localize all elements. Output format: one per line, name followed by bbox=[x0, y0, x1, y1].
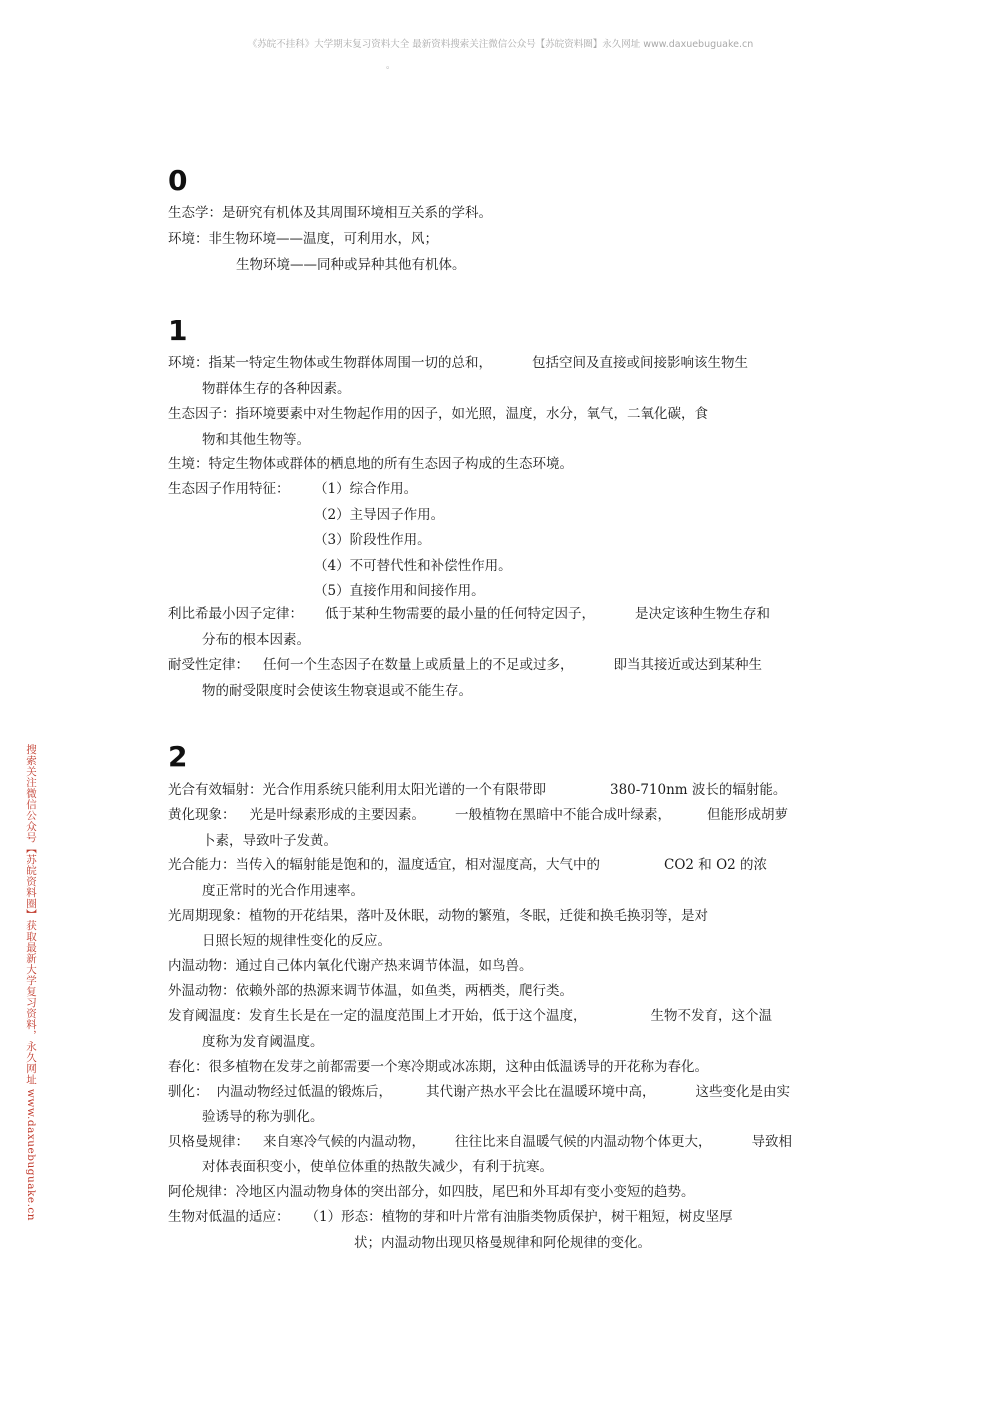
threshold-b: 生物不发育，这个温 bbox=[650, 1008, 772, 1024]
sec1-line-1b: 包括空间及直接或间接影响该生物生 bbox=[532, 355, 748, 371]
sec2-line-1 bbox=[168, 781, 786, 799]
sec1-line-9 bbox=[168, 656, 762, 674]
sec1-line-8: 分布的根本因素。 bbox=[202, 632, 310, 648]
header-dot: 。 bbox=[386, 61, 396, 71]
photo-capacity-b: CO2 和 O2 的浓 bbox=[664, 857, 768, 873]
factor-item-1: （1）综合作用。 bbox=[314, 481, 418, 497]
sec2-line-9: 外温动物：依赖外部的热源来调节体温，如鱼类，两栖类，爬行类。 bbox=[168, 983, 573, 999]
sec1-line-10: 物的耐受限度时会使该生物衰退或不能生存。 bbox=[202, 683, 472, 699]
etiolation-b: 一般植物在黑暗中不能合成叶绿素， bbox=[455, 807, 671, 823]
sec2-line-5: 度正常时的光合作用速率。 bbox=[202, 883, 364, 899]
sec2-line-6: 光周期现象：植物的开花结果，落叶及休眠，动物的繁殖，冬眠，迁徙和换毛换羽等，是对 bbox=[168, 908, 708, 924]
factor-item-3: （3）阶段性作用。 bbox=[314, 532, 431, 548]
etiolation-c: 但能形成胡萝 bbox=[707, 807, 788, 823]
side-watermark-note: 搜索关注微信公众号【苏皖资料圈】获取最新大学复习资料，永久网址 www.daxuebuguake.cn bbox=[25, 744, 37, 1222]
cold-adaptation-term: 生物对低温的适应： bbox=[168, 1209, 290, 1225]
sec2-line-11: 度称为发育阈温度。 bbox=[202, 1034, 324, 1050]
sec1-line-1 bbox=[168, 354, 748, 372]
acclimation-term: 驯化： bbox=[168, 1084, 209, 1100]
sec1-line-2: 物群体生存的各种因素。 bbox=[202, 381, 351, 397]
factor-item-5: （5）直接作用和间接作用。 bbox=[314, 583, 485, 599]
par-def: 光合有效辐射：光合作用系统只能利用太阳光谱的一个有限带即 bbox=[168, 782, 546, 798]
sec2-line-18 bbox=[168, 1208, 733, 1226]
liebig-def-a: 低于某种生物需要的最小量的任何特定因子， bbox=[325, 606, 595, 622]
factor-item-2: （2）主导因子作用。 bbox=[314, 507, 445, 523]
tolerance-def-b: 即当其接近或达到某种生 bbox=[613, 657, 762, 673]
sec2-line-16: 对体表面积变小，使单位体重的热散失减少，有利于抗寒。 bbox=[202, 1159, 553, 1175]
section-1-heading: 1 bbox=[168, 314, 188, 347]
bergmann-b: 往往比来自温暖气候的内温动物个体更大， bbox=[455, 1134, 712, 1150]
sec1-line-1a: 环境：指某一特定生物体或生物群体周围一切的总和， bbox=[168, 355, 492, 371]
factor-item-4: （4）不可替代性和补偿性作用。 bbox=[314, 558, 512, 574]
sec2-line-2 bbox=[168, 806, 788, 824]
par-range: 380-710nm 波长的辐射能。 bbox=[610, 782, 787, 798]
sec2-line-19: 状；内温动物出现贝格曼规律和阿伦规律的变化。 bbox=[354, 1235, 651, 1251]
liebig-def-b: 是决定该种生物生存和 bbox=[635, 606, 770, 622]
page-header-banner: 《苏皖不挂科》大学期末复习资料大全 最新资料搜索关注微信公众号【苏皖资料圈】永久网址 www.daxuebuguake.cn bbox=[247, 39, 754, 50]
sec1-line-5: 生境：特定生物体或群体的栖息地的所有生态因子构成的生态环境。 bbox=[168, 456, 573, 472]
sec2-line-15 bbox=[168, 1133, 792, 1151]
sec2-line-8: 内温动物：通过自己体内氧化代谢产热来调节体温，如鸟兽。 bbox=[168, 958, 533, 974]
photo-capacity-a: 光合能力：当传入的辐射能是饱和的，温度适宜，相对湿度高，大气中的 bbox=[168, 857, 600, 873]
bergmann-term: 贝格曼规律： bbox=[168, 1134, 249, 1150]
bergmann-a: 来自寒冷气候的内温动物， bbox=[263, 1134, 425, 1150]
sec2-line-4 bbox=[168, 856, 767, 874]
cold-adaptation-a: （1）形态：植物的芽和叶片常有油脂类物质保护，树干粗短，树皮坚厚 bbox=[305, 1209, 733, 1225]
sec1-line-3: 生态因子：指环境要素中对生物起作用的因子，如光照，温度，水分，氧气，二氧化碳，食 bbox=[168, 406, 708, 422]
sec1-line-7 bbox=[168, 605, 770, 623]
sec2-line-12: 春化：很多植物在发芽之前都需要一个寒冷期或冰冻期，这种由低温诱导的开花称为春化。 bbox=[168, 1059, 708, 1075]
sec2-line-10 bbox=[168, 1007, 772, 1025]
section-2-heading: 2 bbox=[168, 740, 188, 773]
sec2-line-17: 阿伦规律：冷地区内温动物身体的突出部分，如四肢，尾巴和外耳却有变小变短的趋势。 bbox=[168, 1184, 695, 1200]
etiolation-a: 光是叶绿素形成的主要因素。 bbox=[249, 807, 425, 823]
sec0-line-1: 生态学：是研究有机体及其周围环境相互关系的学科。 bbox=[168, 205, 492, 221]
sec0-line-2: 环境：非生物环境——温度，可利用水，风； bbox=[168, 231, 438, 247]
acclimation-b: 其代谢产热水平会比在温暖环境中高， bbox=[426, 1084, 656, 1100]
sec2-line-3: 卜素，导致叶子发黄。 bbox=[202, 833, 337, 849]
sec2-line-14: 验诱导的称为驯化。 bbox=[202, 1109, 324, 1125]
acclimation-a: 内温动物经过低温的锻炼后， bbox=[216, 1084, 392, 1100]
section-0-heading: 0 bbox=[168, 164, 188, 197]
sec0-line-3: 生物环境——同种或异种其他有机体。 bbox=[236, 257, 466, 273]
bergmann-c: 导致相 bbox=[751, 1134, 792, 1150]
sec2-line-13 bbox=[168, 1083, 790, 1101]
tolerance-term: 耐受性定律： bbox=[168, 657, 249, 673]
acclimation-c: 这些变化是由实 bbox=[695, 1084, 790, 1100]
sec2-line-7: 日照长短的规律性变化的反应。 bbox=[202, 933, 391, 949]
tolerance-def-a: 任何一个生态因子在数量上或质量上的不足或过多， bbox=[263, 657, 574, 673]
sec1-line-6-label: 生态因子作用特征： bbox=[168, 481, 290, 497]
liebig-term: 利比希最小因子定律： bbox=[168, 606, 303, 622]
sec1-line-4: 物和其他生物等。 bbox=[202, 432, 310, 448]
threshold-a: 发育阈温度：发育生长是在一定的温度范围上才开始，低于这个温度， bbox=[168, 1008, 587, 1024]
etiolation-term: 黄化现象： bbox=[168, 807, 236, 823]
